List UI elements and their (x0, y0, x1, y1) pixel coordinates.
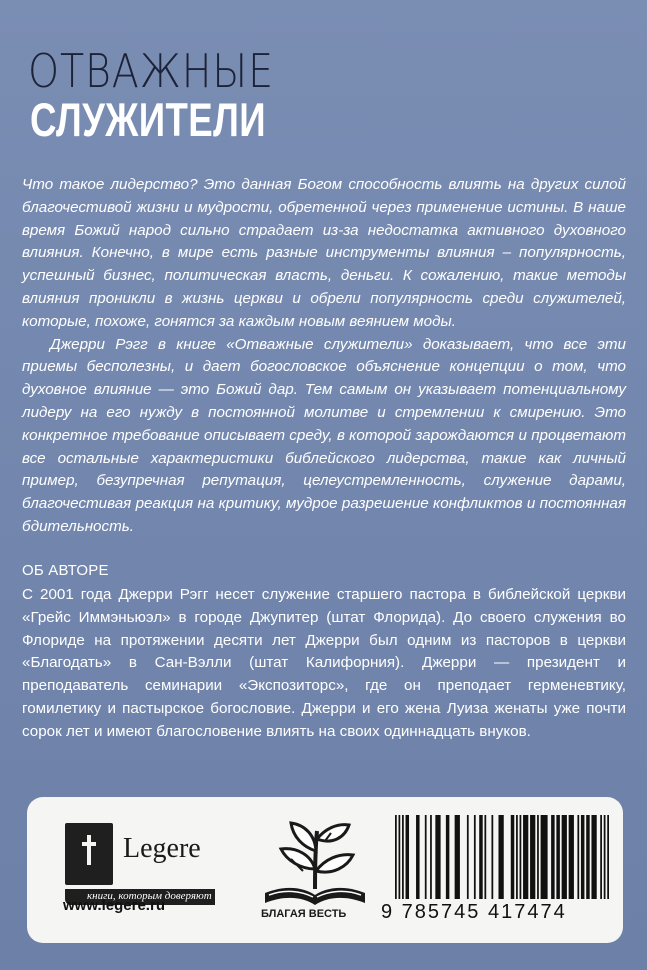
description-paragraph-1: Что такое лидерство? Это данная Богом способность влиять на других силой благочестивой жизни и мудрости, обретенной через применение истины. В наше время Божий народ сильно страдает из-за недостатка активного духовного влияния. Конечно, в мире есть разные инструменты влияния – популярность, успешный бизнес, политическая власть, деньги. К сожалению, такие методы влияния проникли в жизнь церкви и обрели популярность среди служителей, которые, похоже, гонятся за каждым новым веянием моды. (22, 176, 626, 330)
barcode-bar (586, 815, 590, 899)
publisher-name: Legere (123, 833, 201, 864)
barcode-bar (569, 815, 574, 899)
barcode-bar (467, 815, 469, 899)
barcode-bar (406, 815, 410, 899)
barcode-bar (484, 815, 486, 899)
barcode-bar (435, 815, 440, 899)
barcode-bar (541, 815, 548, 899)
barcode-bar (498, 815, 503, 899)
barcode-bar (425, 815, 427, 899)
barcode-bar (430, 815, 432, 899)
barcode-bar (581, 815, 585, 899)
book-cross-icon (65, 823, 113, 885)
barcode-bar (416, 815, 420, 899)
barcode-bar (530, 815, 535, 899)
barcode-bar (604, 815, 606, 899)
isbn-digits: 9 785745 417474 (381, 901, 567, 923)
barcode-bar (607, 815, 609, 899)
sprout-book-icon (255, 811, 375, 923)
barcode-bar (520, 815, 522, 899)
about-author-heading: ОБ АВТОРЕ (22, 562, 109, 579)
barcode-bar (455, 815, 460, 899)
description-paragraph-2: Джерри Рэгг в книге «Отважные служители» доказывает, что все эти приемы бесполезны, и дает богословское объяснение концепции о том, что духовное влияние — это Божий дар. Тем самым он указывает потенциальному лидеру на его нужду в постоянной молитве и стремлении к смирению. Это конкретное требование описывает среду, в которой зарождаются и процветают все остальные характеристики библейского лидерства, такие как личный пример, безупречная репутация, целеустремленность, служение дарами, благочестивая реакция на критику, мудрое разрешение конфликтов и постоянная бдительность. (22, 335, 626, 535)
partner-name: БЛАГАЯ ВЕСТЬ (261, 908, 347, 920)
title-line-1: ОТВАЖНЫЕ (28, 44, 274, 98)
barcode-bar (491, 815, 493, 899)
barcode-bar (591, 815, 596, 899)
legere-logo (65, 823, 215, 902)
title-line-2: СЛУЖИТЕЛИ (30, 93, 267, 146)
barcode-bar (474, 815, 476, 899)
book-description (22, 174, 626, 539)
barcode-bar (537, 815, 539, 899)
barcode-bar (516, 815, 518, 899)
barcode-bar (577, 815, 579, 899)
barcode-bar (600, 815, 602, 899)
publisher-url: www.legere.ru (63, 897, 165, 914)
barcode-bar (479, 815, 483, 899)
barcode-bar (399, 815, 401, 899)
barcode-bar (511, 815, 515, 899)
barcode-bar (395, 815, 397, 899)
isbn-barcode (393, 815, 611, 899)
barcode-bar (562, 815, 567, 899)
barcode-bar (556, 815, 560, 899)
barcode-bar (446, 815, 450, 899)
about-author-text: С 2001 года Джерри Рэгг несет служение старшего пастора в библейской церкви «Грейс Иммэньюэл» в городе Джупитер (штат Флорида). До своего служения во Флориде на протяжении десяти лет Джерри был одним из пасторов в церкви «Благодать» в Сан-Вэлли (штат Калифорния). Джерри — президент и преподаватель семинарии «Экспозиторс», где он преподает герменевтику, гомилетику и пастырское богословие. Джерри и его жена Луиза женаты уже почти сорок лет и имеют благословение влиять на своих одиннадцать внуков. (22, 586, 626, 740)
barcode-bar (523, 815, 528, 899)
publisher-tagline: книги, которым доверяют (87, 890, 212, 902)
publisher-panel (27, 797, 623, 943)
barcode-bar (402, 815, 404, 899)
barcode-bar (551, 815, 555, 899)
